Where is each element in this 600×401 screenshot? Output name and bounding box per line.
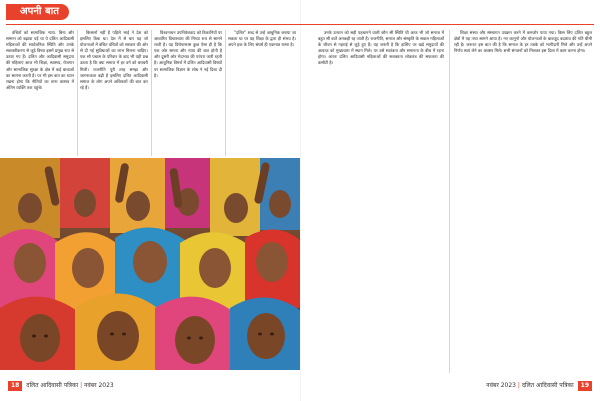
column-divider bbox=[449, 30, 450, 373]
right-page-column-2 bbox=[454, 30, 592, 375]
right-column-2-text: शिक्षा संस्था और संस्थागत उपक्रम करने में कमजोर पाया गया। किस लिए दलित बहुल क्षेत्रों में यह तथ्य सामने आया है। नए कानूनों और योजनाओं के बावजूद बदलाव की गति धीमी रही है। जरूरत इस बात की है कि समाज के हर तबके को भागीदारी मिले और उन्हें अपने निर्णय स्वयं लेने का अवसर मिले। सभी संगठनों को मिलकर इस दिशा में काम करना होगा। bbox=[454, 30, 592, 54]
left-footer-issue: नवंबर 2023 bbox=[84, 382, 114, 389]
left-page-column-4 bbox=[228, 30, 296, 156]
footer-separator: | bbox=[80, 382, 83, 389]
footer-separator: | bbox=[517, 382, 520, 389]
left-column-4-text: "दलित" शब्द से उन्हें आधुनिक बनाया जा सकता था पर वह शिक्षा के द्वारा ही संभव है। अपने हक के लिए संघर्ष ही एकमात्र रास्ता है। bbox=[228, 30, 296, 48]
left-column-3-text: विश्वनाथन उपनिवेशवाद को ठिकानियों पर आधारित विचारधारा की मिथ्या रूप से सामने लाती है। यह विरोधाभास कुछ ऐसा ही है कि एक ओर समता और न्याय की बात होती है और दूसरी ओर भेदभाव की परंपरा जारी रहती है। आधुनिक विमर्श में दलित आदिवासी विषयों पर सामाजिक विज्ञान के शोध ने नई दिशा दी है। bbox=[154, 30, 222, 78]
crowd-of-women-photo bbox=[0, 158, 300, 370]
column-divider bbox=[77, 30, 78, 156]
right-page-footer bbox=[486, 381, 594, 391]
right-page-number: 19 bbox=[578, 381, 592, 391]
left-page-column-1 bbox=[6, 30, 74, 156]
right-footer-magazine-name: दलित आदिवासी पत्रिका bbox=[521, 382, 574, 389]
left-page-column-2 bbox=[80, 30, 148, 156]
column-divider bbox=[225, 30, 226, 156]
left-column-2-text: किसानों नहीं है पहिले भाई ने देश को इसलिए ठिक था। देश में से चार यह जो योजनाओं में बंचित वंचितों को सरकार की ओर से दी गई सुविधाओं का लाभ मिलना चाहिए। एक सौ पचास के परिवार के बाद भी यही प्रश्न उठता है कि क्या समाज में हर वर्ग को बराबरी मिली। राजनीति पूरी तरह समझ और जागरूकता बढ़ी है इसलिए दलित आदिवासी समाज के लोग अपने अधिकारों की बात कर रहे हैं। bbox=[80, 30, 148, 90]
right-footer-issue: नवंबर 2023 bbox=[486, 382, 516, 389]
left-page-number: 18 bbox=[8, 381, 22, 391]
center-fold bbox=[300, 0, 301, 401]
left-column-1-text: वंचितों को सामाजिक न्याय. बिना और सम्मान को बढ़ावा पड़ें था ये दलित आदिवासी महिलाओं की सार्वजनिक स्थिति और उनके सशक्तीकरण से जुड़े विषय इसमें प्रमुख रूप से उठाए गए हैं। दलित और आदिवासी समुदाय की महिलाएं आज भी शिक्षा, स्वास्थ्य, रोजगार और सामाजिक सुरक्षा के क्षेत्र में कई बाधाओं का सामना करती हैं। पर भी इस बात का ध्यान रखना होगा कि नीतियों का लाभ वास्तव में अंतिम व्यक्ति तक पहुंचे। bbox=[6, 30, 74, 90]
left-page-column-3 bbox=[154, 30, 222, 156]
column-divider bbox=[151, 30, 152, 156]
left-page-footer bbox=[6, 381, 114, 391]
left-footer-magazine-name: दलित आदिवासी पत्रिका bbox=[26, 382, 79, 389]
section-title-tab: अपनी बात bbox=[6, 4, 69, 20]
right-column-1-text: उनके उत्थान को सही पहचानने वाली कौन सी स्थिति थी आज भी जो समाज में बहुत सी बातें अनकही रह जाती हैं। राजनीति, समाज और संस्कृति के सवाल महिलाओं के जीवन से गहराई से जुड़े हुए हैं। यह जरूरी है कि हाशिए पर खड़े समुदायों की आवाज़ को मुख्यधारा में स्थान मिले। पर उसे स्वतंत्रता और समानता के बीच में रहना होगा। अंततः दलित आदिवासी महिलाओं की सशक्तता लोकतंत्र की सफलता की कसौटी है। bbox=[318, 30, 444, 66]
right-page-column-1 bbox=[318, 30, 444, 375]
